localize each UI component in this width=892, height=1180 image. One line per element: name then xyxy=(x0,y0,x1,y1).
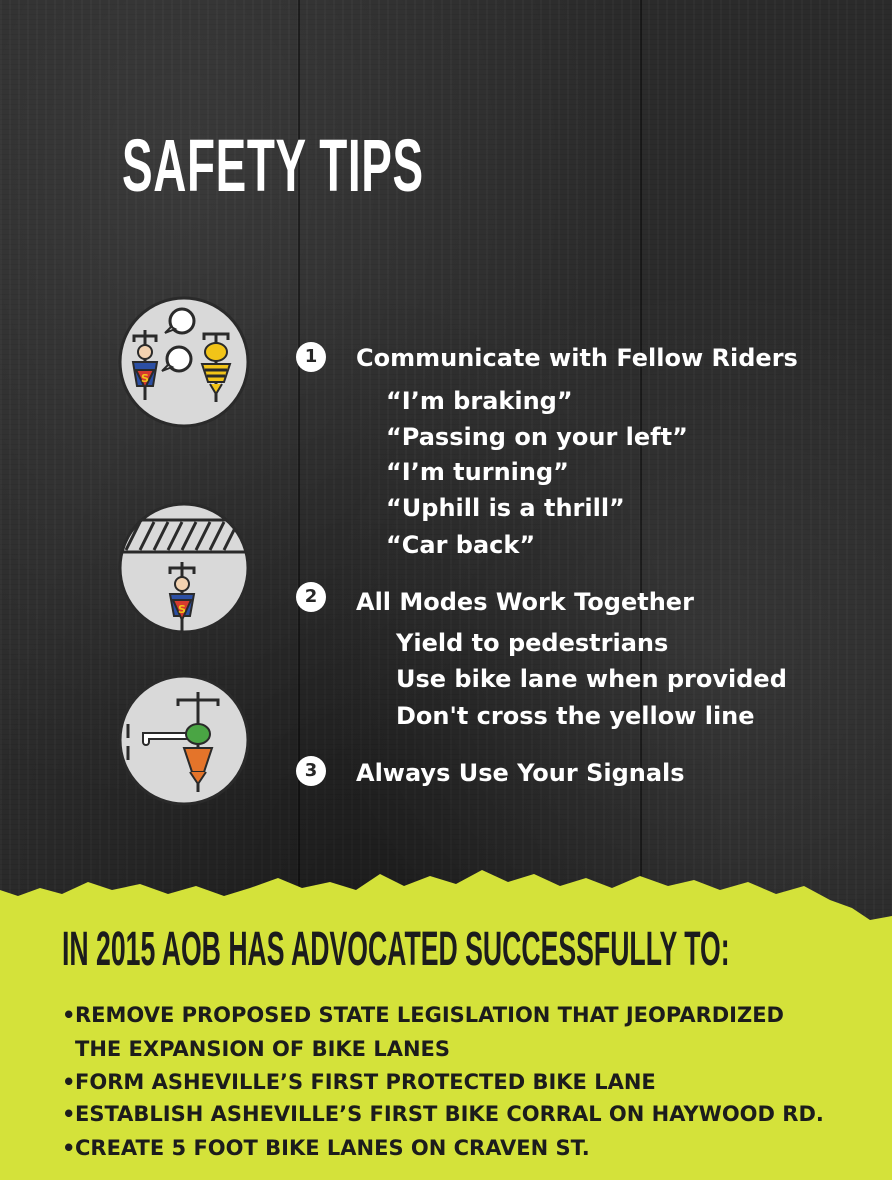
page-title: SAFETY TIPS xyxy=(122,124,424,207)
svg-text:S: S xyxy=(178,603,186,616)
tip-heading: All Modes Work Together xyxy=(356,588,694,616)
tip-number-badge: 2 xyxy=(296,582,326,612)
tip-item: “Uphill is a thrill” xyxy=(386,494,625,522)
tip-item: “Passing on your left” xyxy=(386,423,688,451)
advocacy-bullet-text: REMOVE PROPOSED STATE LEGISLATION THAT JEOPARDIZED xyxy=(75,1003,784,1027)
advocacy-bullet-text: ESTABLISH ASHEVILLE’S FIRST BIKE CORRAL ON HAYWOOD RD. xyxy=(75,1102,824,1126)
tip-number-badge: 1 xyxy=(296,342,326,372)
advocacy-bullet: •FORM ASHEVILLE’S FIRST PROTECTED BIKE LANE xyxy=(62,1070,656,1094)
advocacy-bullet-continuation: THE EXPANSION OF BIKE LANES xyxy=(75,1037,450,1061)
advocacy-bullet-text: CREATE 5 FOOT BIKE LANES ON CRAVEN ST. xyxy=(75,1136,590,1160)
advocacy-bullet: •REMOVE PROPOSED STATE LEGISLATION THAT JEOPARDIZED xyxy=(62,1003,784,1027)
svg-text:S: S xyxy=(141,372,149,385)
riders-talking-icon xyxy=(116,294,252,430)
hand-signal-rider-icon xyxy=(116,672,252,808)
tip-heading: Communicate with Fellow Riders xyxy=(356,344,798,372)
tip-item: Don't cross the yellow line xyxy=(396,702,755,730)
tip-item: “I’m turning” xyxy=(386,458,569,486)
crosswalk-rider-icon xyxy=(116,500,252,636)
advocacy-bullet-text: FORM ASHEVILLE’S FIRST PROTECTED BIKE LANE xyxy=(75,1070,656,1094)
advocacy-title: IN 2015 AOB HAS ADVOCATED SUCCESSFULLY TO: xyxy=(62,923,730,976)
advocacy-bullet: •CREATE 5 FOOT BIKE LANES ON CRAVEN ST. xyxy=(62,1136,590,1160)
tip-item: “I’m braking” xyxy=(386,387,573,415)
tip-heading: Always Use Your Signals xyxy=(356,759,685,787)
tip-item: Use bike lane when provided xyxy=(396,665,787,693)
tip-item: Yield to pedestrians xyxy=(396,629,669,657)
advocacy-bullet: •ESTABLISH ASHEVILLE’S FIRST BIKE CORRAL ON HAYWOOD RD. xyxy=(62,1102,824,1126)
tip-item: “Car back” xyxy=(386,531,536,559)
tip-number-badge: 3 xyxy=(296,756,326,786)
